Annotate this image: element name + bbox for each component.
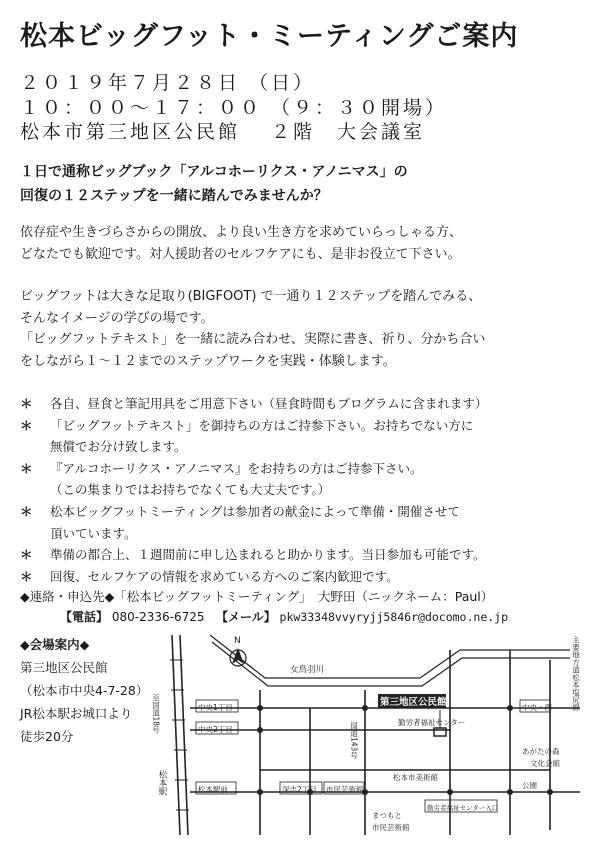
access-line: 第三地区公民館 bbox=[20, 660, 108, 675]
note-line: （この集まりではお持ちでなくても大丈夫です。） bbox=[50, 482, 331, 498]
map-label-chuo2: 中央2丁目 bbox=[198, 725, 233, 734]
venue-access bbox=[20, 633, 148, 748]
asterisk-bullet: ＊ bbox=[20, 460, 33, 476]
map-label-national: 国道143号 bbox=[349, 722, 359, 759]
map-label-road: 主要地方道松本塩尻線 bbox=[571, 636, 581, 711]
description-paragraph-2 bbox=[20, 286, 585, 372]
map-label-museum: 松本市美術館 bbox=[393, 773, 438, 782]
intro-text bbox=[20, 160, 580, 208]
note-item bbox=[20, 566, 590, 588]
note-line: 頂いています。 bbox=[50, 525, 137, 541]
event-time: １０：００～１７：００ （９：３０開場） bbox=[20, 97, 448, 119]
asterisk-bullet: ＊ bbox=[20, 503, 33, 519]
asterisk-bullet: ＊ bbox=[20, 568, 33, 584]
note-line: 「ビッグフットテキスト」を御持ちの方はご持参下さい。お持ちでない方に bbox=[50, 417, 474, 433]
contact-heading: ◆連絡・申込先◆「松本ビッグフットミーティング」 大野田（ニックネーム：Paul） bbox=[20, 589, 494, 604]
map-label-river: 女鳥羽川 bbox=[290, 665, 325, 675]
access-line: JR松本駅お城口より bbox=[20, 706, 133, 721]
note-item bbox=[20, 544, 590, 566]
asterisk-bullet: ＊ bbox=[20, 547, 33, 563]
access-heading: ◆会場案内◆ bbox=[20, 637, 90, 652]
note-line: 各自、昼食と筆記用具をご用意下さい（昼食時間もプログラムに含まれます） bbox=[50, 396, 488, 411]
paragraph-line: ビッグフットは大きな足取り(BIGFOOT) で一通り１２ステップを踏んでみる、 bbox=[20, 289, 482, 304]
description-paragraph-1 bbox=[20, 222, 585, 265]
asterisk-bullet: ＊ bbox=[20, 396, 33, 411]
note-item bbox=[20, 501, 590, 544]
venue-map bbox=[150, 630, 595, 840]
map-label-agata-1: あがたの森 bbox=[522, 747, 560, 756]
event-date: ２０１９年７月２８日 （日） bbox=[20, 72, 316, 94]
map-label-fukashi: 深志2丁目 bbox=[282, 785, 317, 794]
email-address[interactable]: pkw33348vvyryjj5846r@docomo.ne.jp bbox=[279, 610, 509, 624]
note-line: 回復、セルフケアの情報を求めている方へのご案内歓迎です。 bbox=[50, 568, 399, 584]
note-line: 準備の都合上、１週間前に申し込まれると助かります。当日参加も可能です。 bbox=[50, 547, 486, 563]
map-label-matsumoto: まつもと bbox=[372, 811, 402, 820]
map-label-geijutsu-full: 市民芸術館 bbox=[372, 823, 410, 832]
map-label-center: 勤労者福祉センター bbox=[398, 718, 466, 727]
map-label-station-mae: 松本駅前 bbox=[198, 785, 228, 794]
paragraph-line: 依存症や生きづらさからの開放、より良い生き方を求めていらっしゃる方、 bbox=[20, 225, 463, 240]
map-label-park: 公園 bbox=[522, 781, 537, 790]
north-label: N bbox=[234, 636, 241, 646]
access-line: 徒歩20分 bbox=[20, 729, 74, 744]
intro-line: １日で通称ビッグブック「アルコホーリクス・アノニマス」の bbox=[20, 164, 408, 180]
page-title: 松本ビッグフット・ミーティングご案内 bbox=[20, 21, 519, 52]
note-line: 無償でお分け致します。 bbox=[50, 439, 187, 455]
event-venue: 松本市第三地区公民館 ２階 大会議室 bbox=[20, 121, 426, 143]
phone-label: 【電話】 bbox=[60, 610, 109, 624]
map-label-geijutsu: 市民芸術館 bbox=[326, 785, 364, 794]
asterisk-bullet: ＊ bbox=[20, 417, 33, 433]
note-item bbox=[20, 458, 590, 501]
email-label: 【メール】 bbox=[215, 610, 276, 624]
map-label-agata-2: 文化会館 bbox=[530, 759, 560, 768]
map-label-venue: 第三地区公民館 bbox=[380, 697, 447, 708]
map-label-chuo: 中央・西 bbox=[522, 703, 552, 712]
contact-details bbox=[60, 608, 508, 625]
map-label-station: 松本駅 bbox=[157, 770, 167, 796]
paragraph-line: 「ビッグフットテキスト」を一緒に読み合わせ、実際に書き、祈り、分かち合い bbox=[20, 332, 486, 347]
intro-line: 回復の１２ステップを一緒に踏んでみませんか？ bbox=[20, 188, 328, 204]
note-line: 松本ビッグフットミーティングは参加者の献金によって準備・開催させて bbox=[50, 503, 460, 519]
paragraph-line: どなたでも歓迎です。対人援助者のセルフケアにも、是非お役立て下さい。 bbox=[20, 246, 461, 262]
paragraph-line: そんなイメージの学びの場です。 bbox=[20, 310, 214, 326]
access-line: （松本市中央4-7-28） bbox=[20, 683, 149, 698]
notes-list bbox=[20, 393, 590, 587]
note-line: 『アルコホーリクス・アノニマス』をお持ちの方はご持参下さい。 bbox=[50, 460, 423, 476]
map-label-chuo1: 中央1丁目 bbox=[198, 703, 233, 712]
note-item bbox=[20, 393, 590, 415]
map-label-center-entrance: 勤労者福祉センター入口 bbox=[427, 804, 499, 812]
phone-number[interactable]: 080-2336-6725 bbox=[111, 610, 205, 624]
map-label-route18: 至国道18号 bbox=[151, 694, 161, 734]
note-item bbox=[20, 415, 590, 458]
paragraph-line: をしながら１～１２までのステップワークを実践・体験します。 bbox=[20, 353, 396, 369]
